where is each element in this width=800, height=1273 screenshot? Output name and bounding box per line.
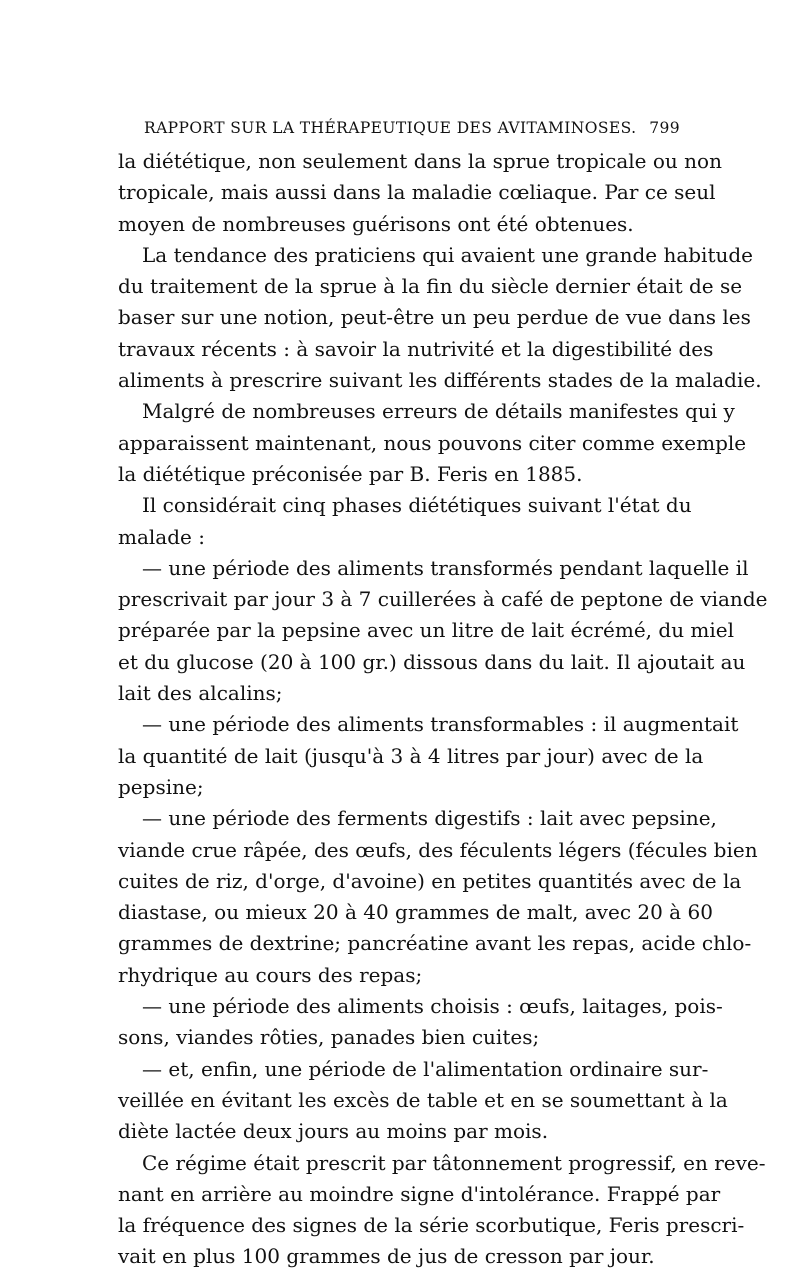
text-line: Malgré de nombreuses erreurs de détails manifestes qui y	[142, 399, 735, 424]
text-line: tropicale, mais aussi dans la maladie cœliaque. Par ce seul	[118, 180, 716, 205]
text-line: la diététique préconisée par B. Feris en 1885.	[118, 461, 583, 486]
text-line: la diététique, non seulement dans la sprue tropicale ou non	[118, 149, 722, 173]
text-line: apparaissent maintenant, nous pouvons citer comme exemple	[118, 430, 747, 455]
text-line: grammes de dextrine; pancréatine avant les repas, acide chlo-	[118, 931, 752, 956]
page-number: 799	[649, 119, 680, 137]
running-head	[118, 116, 680, 140]
text-line: pepsine;	[118, 774, 204, 799]
text-line: lait des alcalins;	[118, 681, 283, 706]
text-line: viande crue râpée, des œufs, des féculents légers (fécules bien	[118, 837, 758, 862]
text-line: rhydrique au cours des repas;	[118, 962, 423, 987]
text-line: — une période des ferments digestifs : lait avec pepsine,	[142, 806, 717, 831]
text-line: — une période des aliments transformables : il augmentait	[142, 712, 739, 737]
text-line: veillée en évitant les excès de table et en se soumettant à la	[118, 1087, 728, 1112]
text-line: Il considérait cinq phases diététiques suivant l'état du	[142, 493, 692, 518]
text-line: aliments à prescrire suivant les différents stades de la maladie.	[118, 368, 762, 393]
text-line: La tendance des praticiens qui avaient une grande habitude	[142, 242, 754, 267]
text-line: nant en arrière au moindre signe d'intolérance. Frappé par	[118, 1181, 721, 1206]
running-head-title: RAPPORT SUR LA THÉRAPEUTIQUE DES AVITAMINOSES.	[144, 119, 637, 137]
text-line: malade :	[118, 524, 205, 549]
text-line: sons, viandes rôties, panades bien cuites;	[118, 1025, 540, 1050]
body-text	[118, 146, 768, 1273]
text-line: Ce régime était prescrit par tâtonnement progressif, en reve-	[142, 1150, 766, 1175]
text-line: préparée par la pepsine avec un litre de lait écrémé, du miel	[118, 618, 735, 643]
text-line: moyen de nombreuses guérisons ont été obtenues.	[118, 211, 634, 236]
text-line: du traitement de la sprue à la fin du siècle dernier était de se	[118, 274, 743, 299]
text-line: la fréquence des signes de la série scorbutique, Feris prescri-	[118, 1213, 745, 1238]
text-line: cuites de riz, d'orge, d'avoine) en petites quantités avec de la	[118, 868, 742, 893]
text-line: — et, enfin, une période de l'alimentation ordinaire sur-	[142, 1056, 709, 1081]
text-line: travaux récents : à savoir la nutrivité et la digestibilité des	[118, 336, 714, 361]
text-line: — une période des aliments transformés pendant laquelle il	[142, 555, 749, 580]
text-line: vait en plus 100 grammes de jus de cresson par jour.	[118, 1244, 655, 1269]
text-line: prescrivait par jour 3 à 7 cuillerées à café de peptone de viande	[118, 587, 768, 612]
text-line: — une période des aliments choisis : œufs, laitages, pois-	[142, 994, 723, 1019]
text-line: et du glucose (20 à 100 gr.) dissous dans du lait. Il ajoutait au	[118, 649, 746, 674]
text-line: baser sur une notion, peut-être un peu perdue de vue dans les	[118, 305, 751, 330]
text-line: diète lactée deux jours au moins par mois.	[118, 1119, 549, 1144]
text-line: diastase, ou mieux 20 à 40 grammes de malt, avec 20 à 60	[118, 900, 713, 925]
text-line: la quantité de lait (jusqu'à 3 à 4 litres par jour) avec de la	[118, 743, 704, 768]
